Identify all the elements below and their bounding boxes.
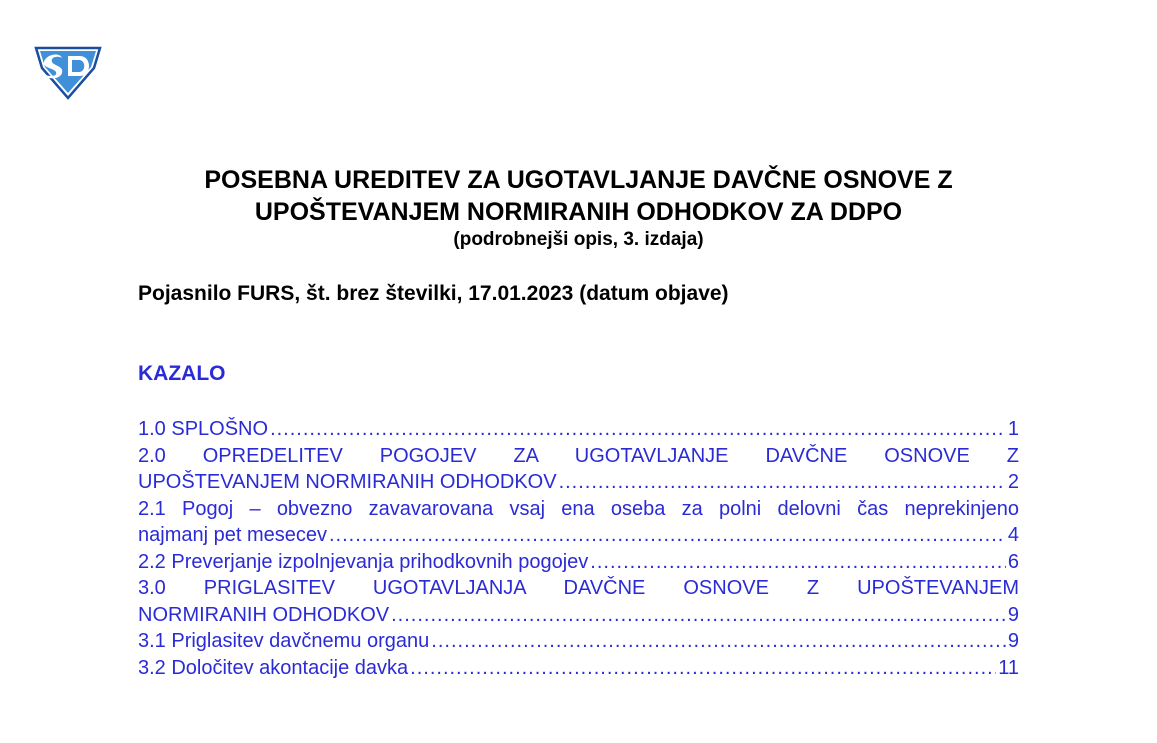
toc-entry[interactable] [138, 575, 1019, 628]
toc-entry[interactable] [138, 496, 1019, 549]
document-title-line-1: POSEBNA UREDITEV ZA UGOTAVLJANJE DAVČNE OSNOVE Z [204, 166, 953, 194]
document-title-line-2: UPOŠTEVANJEM NORMIRANIH ODHODKOV ZA DDPO [254, 198, 903, 226]
company-logo [30, 40, 106, 100]
toc-leader-dots [410, 655, 996, 682]
toc-entry[interactable] [138, 628, 1019, 655]
toc-entry-text: 1.0 SPLOŠNO [138, 418, 269, 440]
toc-entry-text: 2.1 Pogoj – obvezno zavavarovana vsaj ena oseba za polni delovni čas neprekinjeno [138, 497, 1019, 520]
toc-entry-text: NORMIRANIH ODHODKOV [138, 603, 390, 626]
toc-entry-text: 2.2 Preverjanje izpolnjevanja prihodkovnih pogojev [138, 550, 589, 573]
toc-entry-page: 11 [998, 656, 1019, 679]
toc-entry[interactable] [138, 416, 1019, 443]
toc-entry-page: 1 [1007, 418, 1019, 440]
toc-entry-page: 2 [1007, 471, 1019, 493]
toc-leader-dots [559, 469, 1006, 496]
toc-entry-page: 4 [1007, 524, 1019, 546]
toc-entry[interactable] [138, 655, 1019, 682]
toc-leader-dots [391, 602, 1006, 629]
toc-entry[interactable] [138, 443, 1019, 496]
toc-heading: KAZALO [138, 362, 226, 385]
toc-entry-text: UPOŠTEVANJEM NORMIRANIH ODHODKOV [138, 471, 557, 493]
toc-leader-dots [431, 628, 1006, 655]
toc-entry-text: 3.2 Določitev akontacije davka [138, 656, 409, 679]
toc-entry[interactable] [138, 549, 1019, 576]
toc-entry-text: najmanj pet mesecev [138, 524, 327, 546]
toc-entry-text: 2.0 OPREDELITEV POGOJEV ZA UGOTAVLJANJE DAVČNE OSNOVE Z [138, 444, 1019, 467]
document-subtitle: (podrobnejši opis, 3. izdaja) [453, 229, 704, 250]
toc-entry-page: 6 [1007, 550, 1019, 573]
table-of-contents [138, 416, 1019, 681]
toc-leader-dots [329, 522, 1006, 549]
toc-leader-dots [270, 416, 1006, 443]
toc-entry-page: 9 [1007, 603, 1019, 626]
toc-leader-dots [590, 549, 1006, 576]
toc-entry-text: 3.1 Priglasitev davčnemu organu [138, 630, 430, 652]
document-reference: Pojasnilo FURS, št. brez številki, 17.01.2023 (datum objave) [138, 282, 729, 305]
toc-entry-page: 9 [1007, 630, 1019, 652]
toc-entry-text: 3.0 PRIGLASITEV UGOTAVLJANJA DAVČNE OSNOVE Z UPOŠTEVANJEM [138, 577, 1019, 599]
